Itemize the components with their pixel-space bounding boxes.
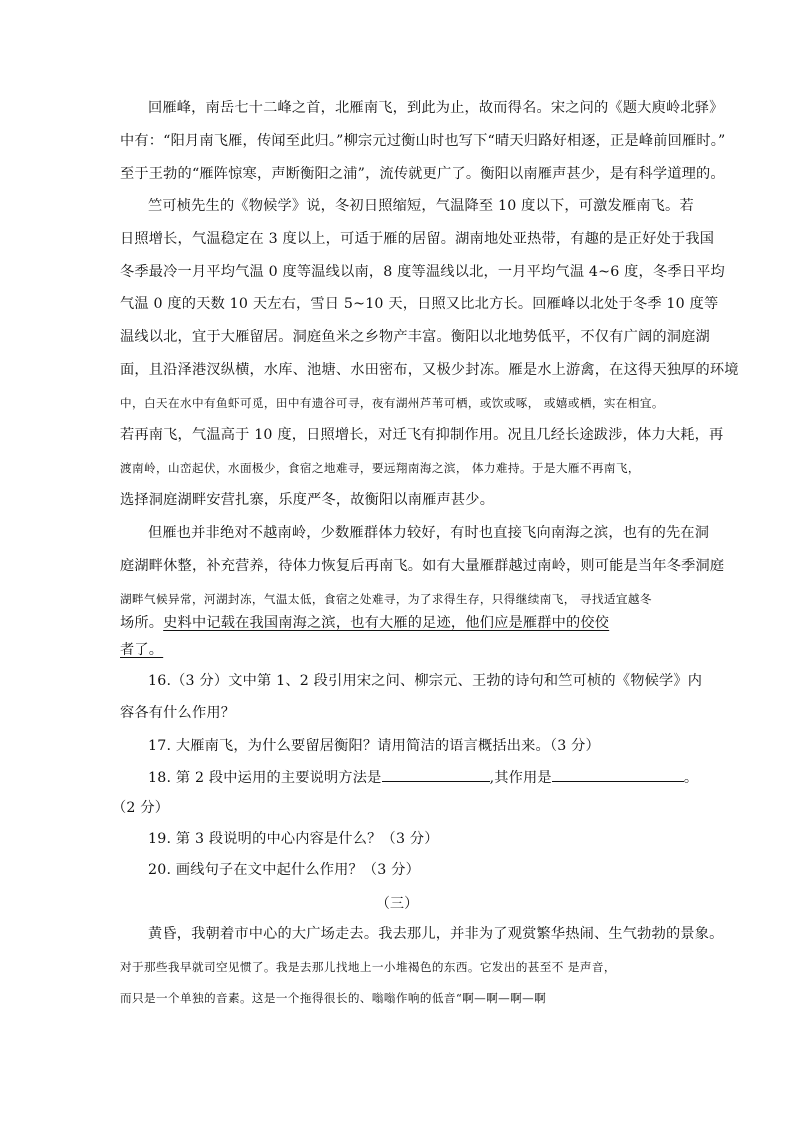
paragraph-2-line-7: 中，白天在水中有鱼虾可觅，田中有遗谷可寻，夜有湖州芦苇可栖，或饮或啄， 或嬉或栖，实在相宜。 <box>120 396 664 410</box>
essay-line-2: 对于那些我早就司空见惯了。我是去那儿找地上一小堆褐色的东西。它发出的甚至不 是声音， <box>120 960 616 974</box>
question-17: 17. 大雁南飞，为什么要留居衡阳？请用简洁的语言概括出来。（3 分） <box>148 738 600 754</box>
paragraph-3-line-3: 湖畔气候异常，河湖封冻，气温太低，食宿之处难寻，为了求得生存，只得继续南飞， 寻找适宜越冬 <box>120 592 652 606</box>
question-18-middle: ,其作用是 <box>489 770 552 786</box>
paragraph-1-line-1: 回雁峰，南岳七十二峰之首，北雁南飞，到此为止，故而得名。宋之问的《题大庾岭北驿》 <box>148 100 724 116</box>
question-18-points: （2 分） <box>112 800 170 816</box>
paragraph-1-line-2: 中有：“阳月南飞雁，传闻至此归。”柳宗元过衡山时也写下“晴天归路好相逐，正是峰前回雁时。” <box>120 133 726 149</box>
question-18 <box>148 767 699 788</box>
question-19: 19. 第 3 段说明的中心内容是什么？（3 分） <box>148 831 439 847</box>
question-16-line-1: 16.（3 分）文中第 1、2 段引用宋之问、柳宗元、王勃的诗句和竺可桢的《物候学》内 <box>148 673 703 689</box>
question-18-prompt: 18. 第 2 段中运用的主要说明方法是 <box>148 770 382 786</box>
paragraph-1-line-3: 至于王勃的“雁阵惊寒，声断衡阳之浦”，流传就更广了。衡阳以南雁声甚少，是有科学道理的。 <box>120 166 725 182</box>
essay-line-3: 而只是一个单独的音素。这是一个拖得很长的、嗡嗡作响的低音“啊—啊—啊—啊 <box>120 991 547 1005</box>
answer-blank-effect[interactable] <box>552 767 684 782</box>
paragraph-2-line-1: 竺可桢先生的《物候学》说，冬初日照缩短，气温降至 10 度以下，可激发雁南飞。若 <box>148 198 694 214</box>
paragraph-2-line-8: 若再南飞，气温高于 10 度，日照增长，对迁飞有抑制作用。况且几经长途跋涉，体力大耗，再 <box>120 427 724 443</box>
paragraph-2-line-10: 选择洞庭湖畔安营扎寨，乐度严冬，故衡阳以南雁声甚少。 <box>120 492 495 508</box>
answer-blank-method[interactable] <box>382 767 490 782</box>
paragraph-2-line-4: 气温 0 度的天数 10 天左右，雪日 5~10 天，日照又比北方长。回雁峰以北处于冬季 10 度等 <box>120 296 719 312</box>
paragraph-2-line-2: 日照增长，气温稳定在 3 度以上，可适于雁的居留。湖南地处亚热带，有趣的是正好处于我国 <box>120 231 715 247</box>
essay-line-1: 黄昏，我朝着市中心的大广场走去。我去那儿，并非为了观赏繁华热闹、生气勃勃的景象。 <box>148 926 724 942</box>
question-16-line-2: 容各有什么作用？ <box>120 705 236 721</box>
underlined-sentence: 史料中记载在我国南海之滨，也有大雁的足迹，他们应是雁群中的佼佼 <box>163 615 610 631</box>
paragraph-2-line-9: 渡南岭，山峦起伏，水面极少，食宿之地难寻，要远翔南海之滨， 体力难持。于是大雁不再南飞， <box>120 461 640 475</box>
underlined-sentence-end: 者了。 <box>120 642 164 658</box>
paragraph-2-line-6: 面，且沿泽港汊纵横，水库、池塘、水田密布，又极少封冻。雁是水上游禽，在这得天独厚的环境 <box>120 362 739 378</box>
section-title: （三） <box>375 896 419 912</box>
paragraph-3-line-4 <box>120 613 680 633</box>
paragraph-3-line-2: 庭湖畔休整，补充营养，待体力恢复后再南飞。如有大量雁群越过南岭，则可能是当年冬季洞庭 <box>120 558 725 574</box>
paragraph-3-line-1: 但雁也并非绝对不越南岭，少数雁群体力较好，有时也直接飞向南海之滨，也有的先在洞 <box>148 525 710 541</box>
question-20: 20. 画线句子在文中起什么作用？（3 分） <box>148 862 421 878</box>
paragraph-3-text: 场所。 <box>120 615 164 631</box>
question-18-end: 。 <box>683 770 699 786</box>
paragraph-2-line-5: 温线以北，宜于大雁留居。洞庭鱼米之乡物产丰富。衡阳以北地势低平，不仅有广阔的洞庭湖 <box>120 329 710 345</box>
paragraph-2-line-3: 冬季最冷一月平均气温 0 度等温线以南，8 度等温线以北，一月平均气温 4~6 度，冬季日平均 <box>120 264 725 280</box>
